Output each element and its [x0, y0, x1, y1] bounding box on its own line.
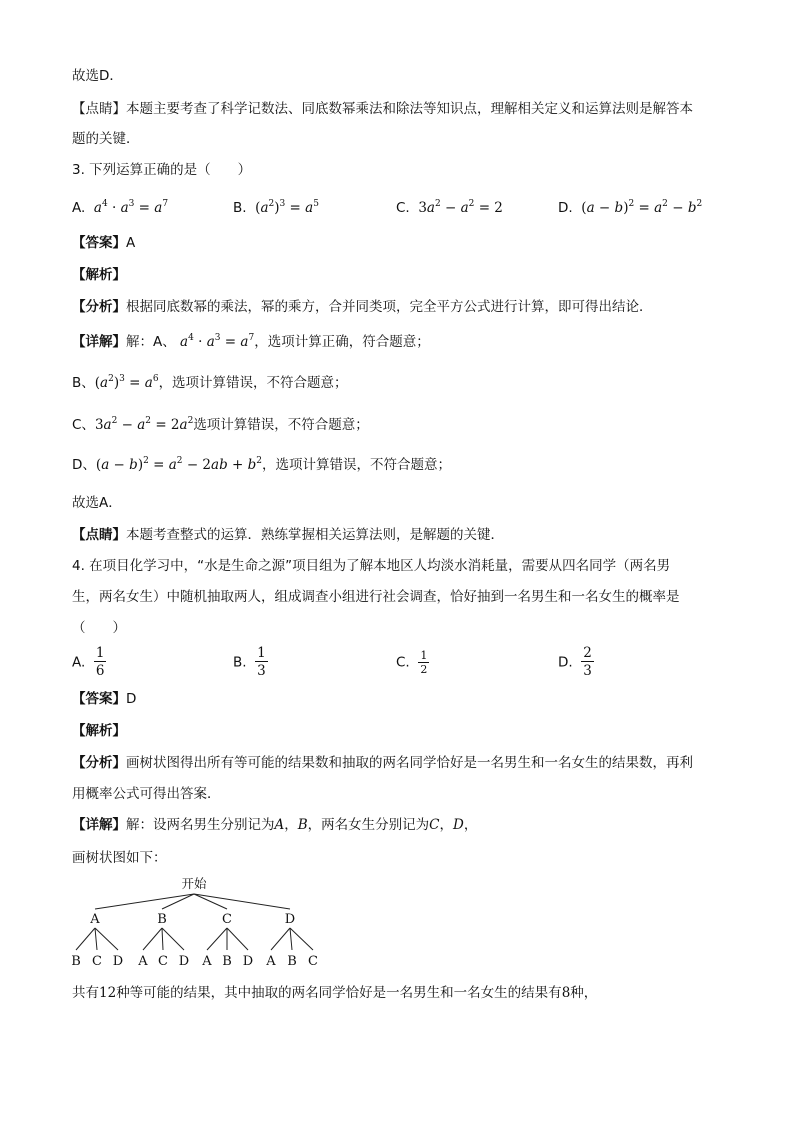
tree-leaf: A — [266, 954, 276, 969]
fraction: $\frac{1}{6}$ — [95, 645, 105, 679]
text-line: 题的关键． — [72, 131, 140, 147]
tree-leaf: C — [92, 954, 102, 969]
q3-dianjing: 【点睛】本题考查整式的运算．熟练掌握相关运算法则，是解题的关键． — [72, 527, 504, 543]
q3-fenxi: 【分析】根据同底数幂的乘法，幂的乘方，合并同类项，完全平方公式进行计算，即可得出结论． — [72, 299, 653, 315]
q3-answer: 【答案】A — [72, 235, 136, 251]
tree-leaf: D — [178, 954, 190, 969]
tree-node: D — [284, 912, 296, 927]
fraction: $\frac{1}{2}$ — [420, 649, 428, 676]
q4-fenxi-line: 【分析】画树状图得出所有等可能的结果数和抽取的两名同学恰好是一名男生和一名女生的结果数，再利 — [72, 755, 693, 771]
tree-leaf: B — [222, 954, 232, 969]
tree-node: A — [90, 912, 100, 927]
q4-total: 共有12种等可能的结果，其中抽取的两名同学恰好是一名男生和一名女生的结果有8种， — [72, 985, 598, 1001]
q4-answer: 【答案】D — [72, 691, 137, 707]
question-4-stem-line: 生，两名女生）中随机抽取两人，组成调查小组进行社会调查，恰好抽到一名男生和一名女生的概率是 — [72, 589, 680, 605]
q4-option-b: B. $\frac{1}{3}$ — [233, 645, 266, 679]
tree-leaf: A — [138, 954, 148, 969]
tree-leaf: C — [158, 954, 168, 969]
tree-leaf: B — [71, 954, 81, 969]
q4-xiangjie: 【详解】解：设两名男生分别记为A，B，两名女生分别记为C，D， — [72, 817, 478, 833]
text-line: 故选D． — [72, 68, 123, 84]
tree-root-label: 开始 — [181, 876, 207, 891]
fraction: $\frac{1}{3}$ — [257, 645, 266, 679]
q4-analysis-tag: 【解析】 — [72, 723, 126, 739]
q3-analysis-tag: 【解析】 — [72, 267, 126, 283]
q3-choose: 故选A． — [72, 495, 122, 511]
q4-option-c: C. $\frac{1}{2}$ — [396, 649, 428, 676]
q4-option-d: D. $\frac{2}{3}$ — [558, 645, 592, 679]
fraction: $\frac{2}{3}$ — [583, 645, 592, 679]
q3-option-b: B. $(a^2)^3 = a^5$ — [233, 199, 319, 216]
q3-option-d: D. $(a - b)^2 = a^2 - b^2$ — [558, 199, 703, 216]
question-4-stem-line: 4. 在项目化学习中，“水是生命之源”项目组为了解本地区人均淡水消耗量，需要从四名同学（两名男 — [72, 558, 671, 574]
q4-fenxi-line: 用概率公式可得出答案． — [72, 786, 221, 802]
q3-option-c: C. $3a^2 - a^2 = 2$ — [396, 199, 503, 216]
tree-leaf: D — [242, 954, 254, 969]
question-3-stem: 3. 下列运算正确的是（ ） — [72, 162, 252, 178]
tree-leaf: C — [308, 954, 318, 969]
tree-leaf: D — [112, 954, 124, 969]
q3-xiangjie: 【详解】解：A、 $a^4 \cdot a^3 = a^7$，选项计算正确，符合题意； — [72, 333, 430, 350]
tree-node: C — [222, 912, 232, 927]
q3-detail-b: B、$(a^2)^3 = a^6$，选项计算错误，不符合题意； — [72, 374, 348, 391]
q3-detail-c: C、$3a^2 - a^2 = 2a^2$选项计算错误，不符合题意； — [72, 416, 369, 433]
q3-option-a: A. $a^4 \cdot a^3 = a^7$ — [72, 199, 169, 216]
q4-tree-intro: 画树状图如下： — [72, 850, 167, 866]
q4-option-a: A. $\frac{1}{6}$ — [72, 645, 105, 679]
question-4-stem-line: （ ） — [72, 620, 126, 636]
tree-node: B — [157, 912, 167, 927]
text-line: 【点睛】本题主要考查了科学记数法、同底数幂乘法和除法等知识点，理解相关定义和运算法则是解答本 — [72, 101, 693, 117]
tree-diagram — [60, 872, 340, 972]
q3-detail-d: D、$(a - b)^2 = a^2 - 2ab + b^2$，选项计算错误，不符合题意； — [72, 456, 452, 473]
tree-leaf: B — [287, 954, 297, 969]
tree-leaf: A — [202, 954, 212, 969]
